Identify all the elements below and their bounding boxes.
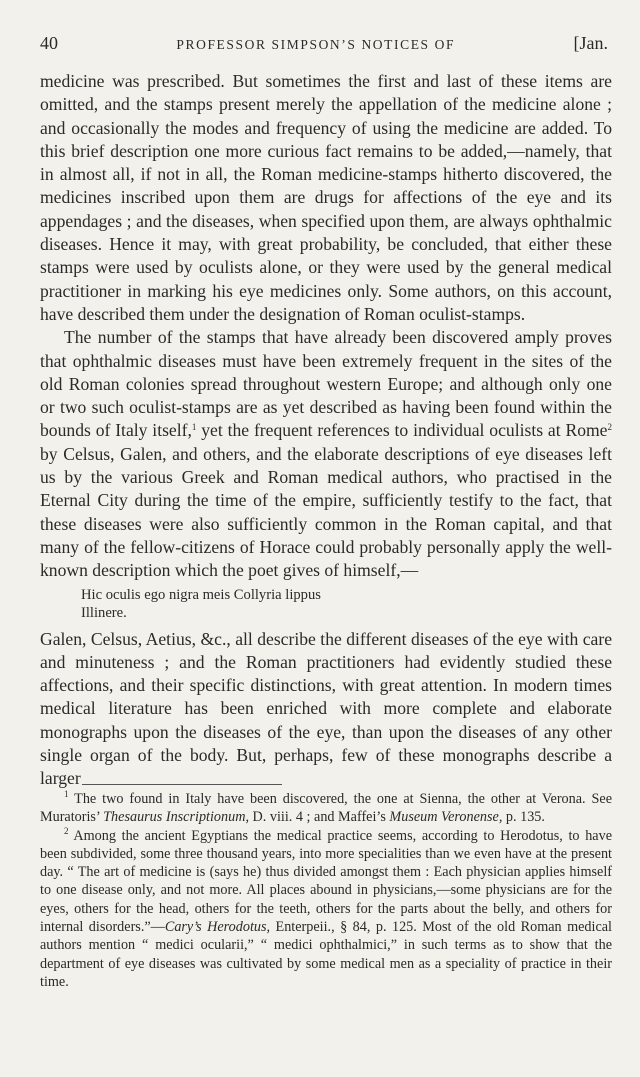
paragraph-1: medicine was prescribed. But sometimes the first and last of these items are omitted, and the stamps present merely the appellation of the medicine alone ; and occasionally the modes and frequency of using the medicine are added. To this brief description one more curious fact remains to be added,—namely, that in almost all, if not in all, the Roman medicine-stamps hitherto discovered, the medicines inscribed upon them are drugs for affections of the eye and its appendages ; and the diseases, when specified upon them, are always ophthalmic diseases. Hence it may, with great probability, be concluded, that either these stamps were used by oculists alone, or they were used by the general medical practitioner in marking his eye medicines only. Some authors, on this account, have described them under the designation of Roman oculist-stamps. <box>40 71 612 324</box>
footnote-1-text-b: D. viii. 4 ; and Maffei’s <box>249 809 390 826</box>
running-title: PROFESSOR SIMPSON’S NOTICES OF <box>176 37 456 52</box>
quote-line-1: Hic oculis ego nigra meis Collyria lippus <box>81 586 321 603</box>
footnote-1 <box>40 790 612 827</box>
footnote-2-title-herodotus: Cary’s Herodotus, <box>164 919 271 936</box>
page-number: 40 <box>40 33 58 53</box>
verse-quote <box>81 586 612 622</box>
footnote-2-number: 2 <box>64 825 69 836</box>
paragraph-3: Galen, Celsus, Aetius, &c., all describe the different diseases of the eye with care and minuteness ; and the Roman practitioners had evidently studied these affections, and their specific distinctions, with great attention. In modern times medical literature has been enriched with more complete and elaborate monographs upon the diseases of the eye, than upon the diseases of any other single organ of the body. But, perhaps, few of these monographs describe a larger <box>40 628 612 789</box>
footnote-1-title-museum: Museum Veronense, <box>389 809 503 826</box>
running-header <box>40 33 608 57</box>
quote-line-2: Illinere. <box>81 604 127 621</box>
footnote-rule <box>82 784 282 785</box>
paragraph-2 <box>40 326 612 582</box>
footnote-1-text-a: The two found in Italy have been discovered, the one at Sienna, the other at Verona. See Muratoris’ <box>40 791 612 826</box>
footnote-2-text-b: Enterpeii., § 84, p. 125. Most of the old Roman medical authors mention “ medici ocularii,” “ medici ophthalmici,” in such terms as to show that the department of eye diseases was cultivated by some medical men as a speciality of practice in their time. <box>40 919 612 990</box>
footnote-1-text-c: p. 135. <box>502 809 545 826</box>
footnote-ref-1: 1 <box>191 422 197 433</box>
main-text <box>40 70 612 791</box>
footnote-ref-2: 2 <box>607 422 612 433</box>
footnote-1-number: 1 <box>64 789 69 799</box>
footnote-2-text-a: Among the ancient Egyptians the medical practice seems, according to Herodotus, to have been subdivided, some three thousand years, into more specialities than we even have at the present day. “ The art of medicine is (says he) thus divided amongst them : Each physician applies himself to one disease only, and not more. All places abound in physicians,—some physicians are for the eyes, others for the head, others for the teeth, others for the parts about the belly, and others for internal disorders.”— <box>40 827 612 936</box>
footnotes <box>40 790 612 991</box>
header-month: [Jan. <box>573 33 608 53</box>
paragraph-2-text-a: The number of the stamps that have already been discovered amply proves that ophthalmic diseases must have been extremely frequent in the sites of the old Roman colonies spread throughout western Europe; and although only one or two such oculist-stamps are as yet described as having been found within the bounds of Italy itself, <box>40 327 612 441</box>
paragraph-2-text-c: by Celsus, Galen, and others, and the elaborate descriptions of eye diseases left us by the various Greek and Roman medical authors, who practised in the Eternal City during the time of the empire, sufficiently testify to the fact, that these diseases were also sufficiently common in the Roman capital, and that many of the fellow-citizens of Horace could probably personally apply the well-known description which the poet gives of himself,— <box>40 443 612 581</box>
paragraph-2-text-b: yet the frequent references to individual oculists at Rome <box>196 420 608 441</box>
footnote-1-title-thesaurus: Thesaurus Inscriptionum, <box>103 809 249 826</box>
footnote-2 <box>40 827 612 992</box>
